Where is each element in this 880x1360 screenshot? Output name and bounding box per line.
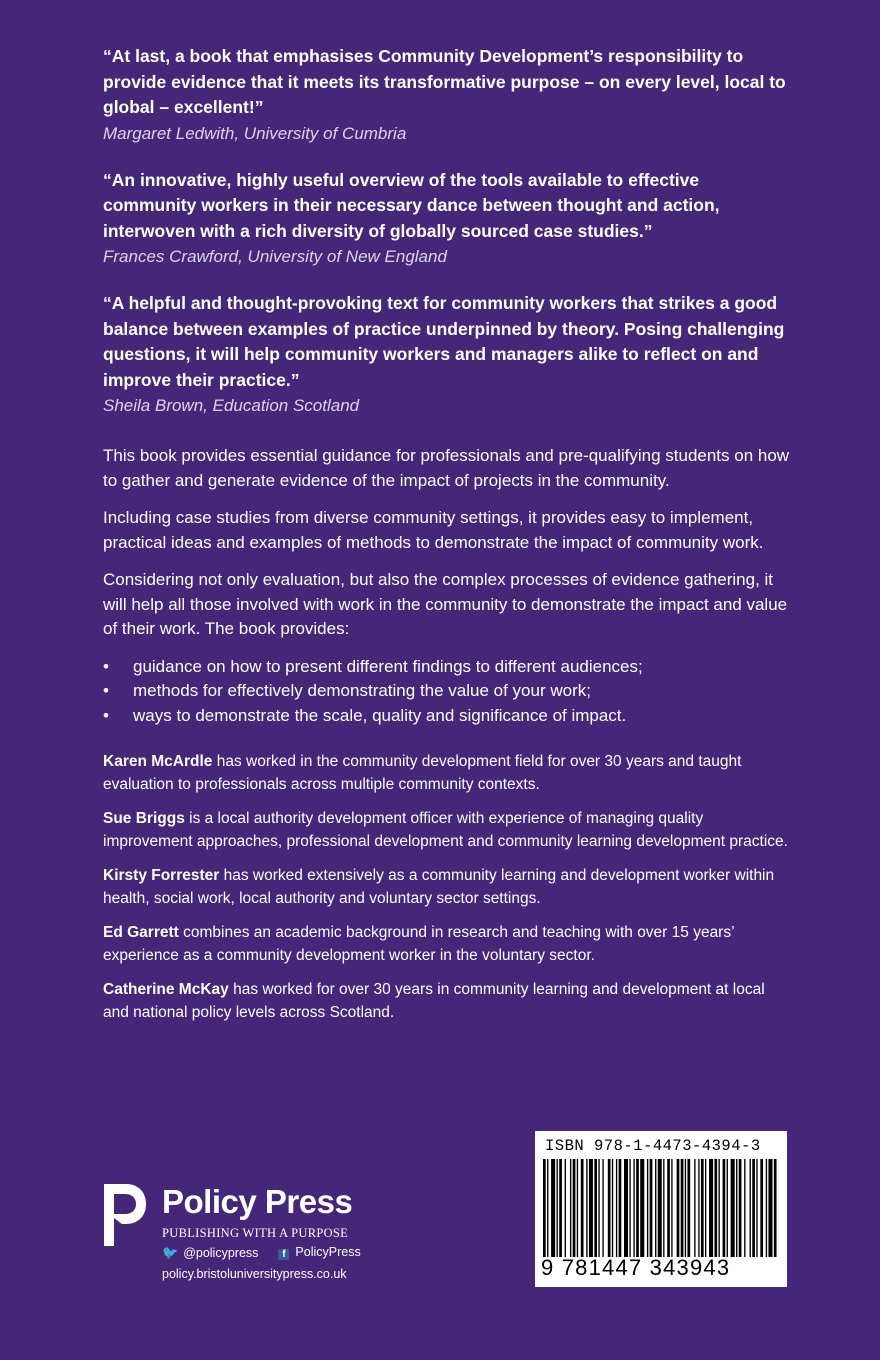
author-bio [103,808,793,853]
barcode-bar [655,1159,656,1257]
author-bio [103,751,793,796]
publisher-name: Policy Press [162,1183,353,1220]
description-paragraph-2: Including case studies from diverse community settings, it provides easy to implement, practical ideas and examples of methods to demonstrate the impact of community work. [103,508,764,552]
publisher-tagline: PUBLISHING WITH A PURPOSE [162,1226,349,1240]
barcode-bar [698,1159,699,1257]
list-item-text: methods for effectively demonstrating the value of your work; [133,681,591,700]
quote-text: “At last, a book that emphasises Community Development’s responsibility to provide evidence that it meets its transformative purpose – on every level, local to global – excellent!” [103,46,786,117]
bullet-icon: • [103,705,109,725]
barcode-bar [694,1159,695,1257]
twitter-handle[interactable] [162,1245,258,1261]
author-bio-text: has worked for over 30 years in community learning and development at local and national policy levels across Scotland. [103,981,765,1021]
social-handles [162,1245,361,1261]
barcode-bar [677,1159,680,1257]
barcode-bar [608,1159,611,1257]
quote-source: Frances Crawford, University of New England [103,247,447,266]
endorsement-quote-2 [103,168,793,270]
barcode-bar [573,1159,576,1257]
endorsement-quote-3 [103,291,793,418]
bullet-icon: • [103,656,109,676]
barcode-bar [685,1159,686,1257]
barcode-bar [658,1159,662,1257]
barcode-bar [551,1159,555,1257]
barcode-bar [647,1159,648,1257]
author-name: Catherine McKay [103,981,229,998]
facebook-handle-text: PolicyPress [295,1245,361,1259]
author-bio-text: combines an academic background in research and teaching with over 15 years’ experience as a community development worker in the voluntary sector. [103,924,734,964]
barcode-bar [629,1159,630,1257]
facebook-icon: f [278,1249,289,1260]
list-item [103,679,793,704]
barcode-bar [616,1159,617,1257]
author-bio [103,865,793,910]
barcode-bar [594,1159,597,1257]
barcode-bars [541,1159,781,1267]
author-name: Sue Briggs [103,810,185,827]
publisher-logo-block [100,1178,430,1288]
description-paragraph-3: Considering not only evaluation, but also the complex processes of evidence gathering, it will help all those involved with work in the community to demonstrate the impact and value of their work. The book provides: [103,570,788,638]
quote-text: “A helpful and thought-provoking text for community workers that strikes a good balance between examples of practice underpinned by theory. Posing challenging questions, it will help community workers and managers alike to reflect on and improve their practice.” [103,293,785,390]
barcode-bar [774,1159,777,1257]
description-paragraph-1: This book provides essential guidance for professionals and pre-qualifying students on how to gather and generate evidence of the impact of projects in the community. [103,446,790,490]
barcode-bar [624,1159,628,1257]
barcode-digits: 9 781447 343943 [541,1255,731,1280]
author-bio-text: has worked extensively as a community learning and development worker within health, social work, local authority and voluntary sector settings. [103,867,775,907]
barcode-bar [750,1159,751,1257]
back-cover-content [103,44,793,1036]
barcode-bar [760,1159,763,1257]
barcode-bar [687,1159,690,1257]
barcode-bar [736,1159,737,1257]
twitter-bird-icon: 🐦 [162,1245,179,1260]
author-name: Ed Garrett [103,924,179,941]
barcode-bar [667,1159,670,1257]
barcode-bar [727,1159,728,1257]
barcode-bar [598,1159,599,1257]
barcode-bar [633,1159,634,1257]
barcode-bar [671,1159,672,1257]
feature-list [103,655,793,729]
facebook-handle[interactable] [278,1245,360,1261]
list-item [103,655,793,680]
barcode-bar [756,1159,757,1257]
barcode-bar [768,1159,772,1257]
list-item-text: guidance on how to present different findings to different audiences; [133,656,643,676]
barcode-bar [581,1159,584,1257]
barcode-bar [739,1159,742,1257]
author-bio-text: has worked in the community development field for over 30 years and taught evaluation to professionals across multiple community contexts. [103,753,742,793]
quote-source: Sheila Brown, Education Scotland [103,396,360,415]
barcode-bar [744,1159,745,1257]
quote-text: “An innovative, highly useful overview of the tools available to effective community workers in their necessary dance between thought and action, interwoven with a rich diversity of globally sourced case studies.” [103,169,720,241]
author-bio [103,979,793,1024]
barcode-bar [681,1159,684,1257]
barcode-bar [663,1159,664,1257]
barcode-bar [577,1159,578,1257]
twitter-handle-text: @policypress [183,1246,259,1260]
author-name: Karen McArdle [103,753,213,770]
barcode-bar [709,1159,713,1257]
barcode-bar [565,1159,566,1257]
barcode-bar [557,1159,558,1257]
barcode-bar [619,1159,622,1257]
barcode-bar [705,1159,706,1257]
barcode-bar [640,1159,644,1257]
author-bio [103,922,793,967]
barcode-bar [602,1159,603,1257]
author-bios [103,751,793,1024]
barcode-bar [636,1159,639,1257]
barcode-bar [586,1159,587,1257]
quote-source: Margaret Ledwith, University of Cumbria [103,123,407,143]
policy-press-logo-icon [100,1180,148,1250]
barcode-bar [650,1159,653,1257]
isbn-label: ISBN 978-1-4473-4394-3 [545,1137,761,1155]
author-name: Kirsty Forrester [103,867,220,884]
barcode-bar [589,1159,593,1257]
barcode-bar [612,1159,613,1257]
author-bio-text: is a local authority development officer with experience of managing quality improvement approaches, professional development and community learning development practice. [103,810,788,850]
barcode-bar [714,1159,717,1257]
endorsement-quote-1 [103,44,793,146]
barcode-bar [559,1159,562,1257]
barcode-bar [570,1159,571,1257]
list-item [103,704,793,729]
publisher-url[interactable]: policy.bristoluniversitypress.co.uk [162,1267,347,1281]
barcode-bar [723,1159,726,1257]
isbn-barcode [535,1131,787,1287]
barcode-bar [731,1159,735,1257]
bullet-icon: • [103,681,109,700]
barcode-bar [543,1159,546,1257]
barcode-bar [752,1159,755,1257]
barcode-bar [701,1159,704,1257]
barcode-bar [766,1159,767,1257]
list-item-text: ways to demonstrate the scale, quality and significance of impact. [133,705,627,725]
barcode-bar [547,1159,548,1257]
barcode-bar [719,1159,720,1257]
